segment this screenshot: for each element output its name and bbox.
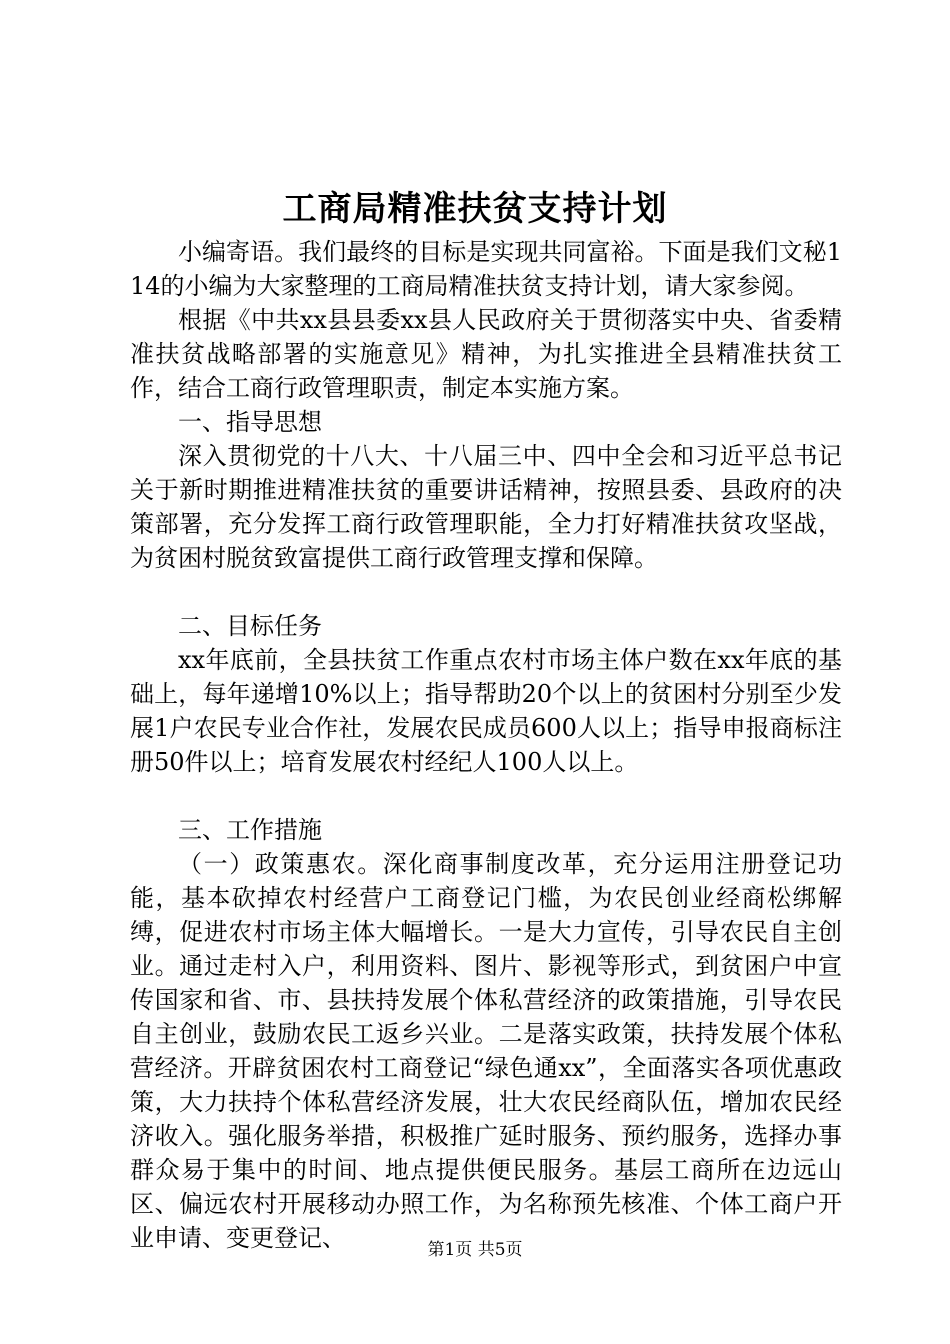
page-footer: 第1页 共5页 [427,1240,523,1260]
document-title: 工商局精准扶贫支持计划 [282,189,668,229]
intro-paragraph: 小编寄语。我们最终的目标是实现共同富裕。下面是我们文秘114的小编为大家整理的工商局精准扶贫支持计划，请大家参阅。 [130,238,842,300]
section-heading-goals: 二、目标任务 [178,612,322,640]
guiding-thought-paragraph: 深入贯彻党的十八大、十八届三中、四中全会和习近平总书记关于新时期推进精准扶贫的重要讲话精神，按照县委、县政府的决策部署，充分发挥工商行政管理职能，全力打好精准扶贫攻坚战，为贫困村脱贫致富提供工商行政管理支撑和保障。 [130,442,842,572]
measures-paragraph: （一）政策惠农。深化商事制度改革，充分运用注册登记功能，基本砍掉农村经营户工商登记门槛，为农民创业经商松绑解缚，促进农村市场主体大幅增长。一是大力宣传，引导农民自主创业。通过走村入户，利用资料、图片、影视等形式，到贫困户中宣传国家和省、市、县扶持发展个体私营经济的政策措施，引导农民自主创业，鼓励农民工返乡兴业。二是落实政策，扶持发展个体私营经济。开辟贫困农村工商登记“绿色通xx”，全面落实各项优惠政策，大力扶持个体私营经济发展，壮大农民经商队伍，增加农民经济收入。强化服务举措，积极推广延时服务、预约服务，选择办事群众易于集中的时间、地点提供便民服务。基层工商所在边远山区、偏远农村开展移动办照工作，为名称预先核准、个体工商户开业申请、变更登记、 [130,850,842,1252]
section-heading-measures: 三、工作措施 [178,816,322,844]
document-body [130,235,842,1255]
basis-paragraph: 根据《中共xx县县委xx县人民政府关于贯彻落实中央、省委精准扶贫战略部署的实施意见》精神，为扎实推进全县精准扶贫工作，结合工商行政管理职责，制定本实施方案。 [130,306,842,402]
section-heading-guiding-thought: 一、指导思想 [178,408,322,436]
goals-paragraph: xx年底前，全县扶贫工作重点农村市场主体户数在xx年底的基础上，每年递增10%以上；指导帮助20个以上的贫困村分别至少发展1户农民专业合作社，发展农民成员600人以上；指导申报商标注册50件以上；培育发展农村经纪人100人以上。 [130,646,842,776]
